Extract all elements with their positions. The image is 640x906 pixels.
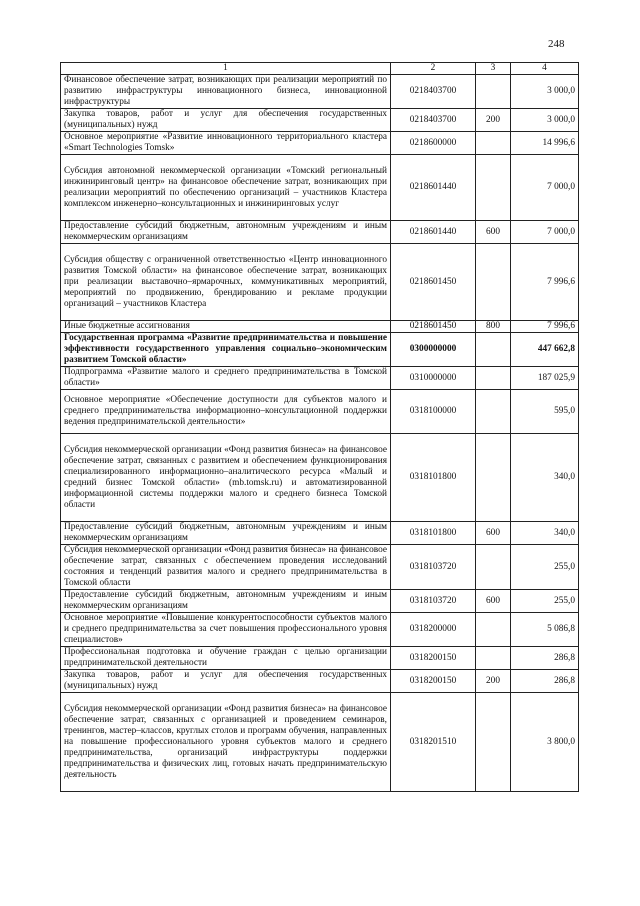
- row-code: 0318101800: [391, 522, 476, 545]
- table-row: [61, 670, 579, 693]
- table-row: [61, 590, 579, 613]
- table-row: [61, 155, 579, 221]
- row-amount: 3 800,0: [511, 693, 579, 792]
- row-name: Основное мероприятие «Повышение конкурентоспособности субъектов малого и среднего предпринимательства за счет повышения профессионального уровня специалистов»: [61, 613, 391, 647]
- row-type: [476, 244, 511, 321]
- row-amount: 255,0: [511, 590, 579, 613]
- row-type: [476, 75, 511, 109]
- row-amount: 340,0: [511, 434, 579, 522]
- row-type: [476, 390, 511, 434]
- row-name: Подпрограмма «Развитие малого и среднего предпринимательства в Томской области»: [61, 367, 391, 390]
- row-name: Субсидия автономной некоммерческой организации «Томский региональный инжиниринговый центр» на финансовое обеспечение затрат, возникающих при реализации мероприятий по обеспечению организаций – участников Кластера комплексом инженерно–консультационных и инжиниринговых услуг: [61, 155, 391, 221]
- row-amount: 286,8: [511, 647, 579, 670]
- row-type: [476, 367, 511, 390]
- row-type: [476, 132, 511, 155]
- table-row: [61, 545, 579, 590]
- row-name: Закупка товаров, работ и услуг для обеспечения государственных (муниципальных) нужд: [61, 670, 391, 693]
- row-amount: 187 025,9: [511, 367, 579, 390]
- row-name: Финансовое обеспечение затрат, возникающих при реализации мероприятий по развитию инфраструктуры инновационного бизнеса, инновационной инфраструктуры: [61, 75, 391, 109]
- row-amount: 3 000,0: [511, 75, 579, 109]
- table-row: [61, 321, 579, 333]
- budget-table: [60, 62, 579, 792]
- table-row: [61, 221, 579, 244]
- row-amount: 447 662,8: [511, 333, 579, 367]
- row-name: Предоставление субсидий бюджетным, автономным учреждениям и иным некоммерческим организациям: [61, 221, 391, 244]
- table-header-row: [61, 63, 579, 75]
- row-code: 0318101800: [391, 434, 476, 522]
- row-name: Закупка товаров, работ и услуг для обеспечения государственных (муниципальных) нужд: [61, 109, 391, 132]
- row-code: 0318200150: [391, 647, 476, 670]
- row-type: 600: [476, 221, 511, 244]
- row-code: 0218601450: [391, 321, 476, 333]
- row-type: [476, 613, 511, 647]
- row-type: [476, 434, 511, 522]
- row-amount: 3 000,0: [511, 109, 579, 132]
- header-col-3: 3: [476, 63, 511, 75]
- row-amount: 7 000,0: [511, 155, 579, 221]
- row-name: Субсидия обществу с ограниченной ответственностью «Центр инновационного развития Томской области» на финансовое обеспечение затрат, возникающих при реализации выставочно–ярмарочных, коммуникативных мероприятий, мероприятий по продвижению, брендированию и рекламе продукции организаций – участников Кластера: [61, 244, 391, 321]
- row-type: 800: [476, 321, 511, 333]
- table-row: [61, 390, 579, 434]
- row-amount: 286,8: [511, 670, 579, 693]
- table-row: [61, 522, 579, 545]
- table-row: [61, 75, 579, 109]
- row-code: 0218403700: [391, 75, 476, 109]
- row-name: Профессиональная подготовка и обучение граждан с целью организации предпринимательской деятельности: [61, 647, 391, 670]
- table-row: [61, 613, 579, 647]
- row-amount: 14 996,6: [511, 132, 579, 155]
- row-code: 0218601450: [391, 244, 476, 321]
- row-type: [476, 545, 511, 590]
- row-name: Основное мероприятие «Обеспечение доступности для субъектов малого и среднего предпринимательства информационно–консультационной поддержки ведения предпринимательской деятельности»: [61, 390, 391, 434]
- row-type: [476, 693, 511, 792]
- row-amount: 340,0: [511, 522, 579, 545]
- row-code: 0318103720: [391, 545, 476, 590]
- row-type: [476, 333, 511, 367]
- row-code: 0318200150: [391, 670, 476, 693]
- row-name: Основное мероприятие «Развитие инновационного территориального кластера «Smart Technologies Tomsk»: [61, 132, 391, 155]
- row-code: 0318200000: [391, 613, 476, 647]
- row-code: 0318201510: [391, 693, 476, 792]
- header-col-4: 4: [511, 63, 579, 75]
- row-code: 0310000000: [391, 367, 476, 390]
- row-amount: 7 996,6: [511, 321, 579, 333]
- table-row: [61, 367, 579, 390]
- table-row: [61, 434, 579, 522]
- table-row: [61, 244, 579, 321]
- table-row: [61, 132, 579, 155]
- table-row: [61, 109, 579, 132]
- row-amount: 595,0: [511, 390, 579, 434]
- row-name: Предоставление субсидий бюджетным, автономным учреждениям и иным некоммерческим организациям: [61, 522, 391, 545]
- row-code: 0218601440: [391, 221, 476, 244]
- page-number: 248: [548, 38, 565, 50]
- row-type: [476, 155, 511, 221]
- row-code: 0318103720: [391, 590, 476, 613]
- row-code: 0300000000: [391, 333, 476, 367]
- row-name: Субсидия некоммерческой организации «Фонд развития бизнеса» на финансовое обеспечение затрат, связанных с обеспечением проведения исследований состояния и тенденций развития малого и среднего предпринимательства в Томской области: [61, 545, 391, 590]
- row-type: [476, 647, 511, 670]
- row-code: 0218403700: [391, 109, 476, 132]
- header-col-1: 1: [61, 63, 391, 75]
- row-code: 0218600000: [391, 132, 476, 155]
- row-type: 200: [476, 109, 511, 132]
- row-type: 600: [476, 522, 511, 545]
- header-col-2: 2: [391, 63, 476, 75]
- row-name: Государственная программа «Развитие предпринимательства и повышение эффективности государственного управления социально–экономическим развитием Томской области»: [61, 333, 391, 367]
- row-name: Субсидия некоммерческой организации «Фонд развития бизнеса» на финансовое обеспечение затрат, связанных с развитием и обеспечением функционирования специализированного информационно–аналитического ресурса «Малый и средний бизнес Томской области» (mb.tomsk.ru) и автоматизированной информационной системы поддержки малого и среднего бизнеса Томской области: [61, 434, 391, 522]
- row-name: Субсидия некоммерческой организации «Фонд развития бизнеса» на финансовое обеспечение затрат, связанных с организацией и проведением семинаров, тренингов, мастер–классов, круглых столов и программ обучения, направленных на повышение профессионального уровня субъектов малого и среднего предпринимательства, организаций инфраструктуры поддержки предпринимательства и физических лиц, готовых начать предпринимательскую деятельность: [61, 693, 391, 792]
- row-amount: 7 996,6: [511, 244, 579, 321]
- table-row: [61, 693, 579, 792]
- row-name: Иные бюджетные ассигнования: [61, 321, 391, 333]
- row-type: 600: [476, 590, 511, 613]
- row-amount: 255,0: [511, 545, 579, 590]
- row-amount: 7 000,0: [511, 221, 579, 244]
- table-row: [61, 647, 579, 670]
- row-code: 0218601440: [391, 155, 476, 221]
- table-row: [61, 333, 579, 367]
- row-code: 0318100000: [391, 390, 476, 434]
- row-amount: 5 086,8: [511, 613, 579, 647]
- row-name: Предоставление субсидий бюджетным, автономным учреждениям и иным некоммерческим организациям: [61, 590, 391, 613]
- row-type: 200: [476, 670, 511, 693]
